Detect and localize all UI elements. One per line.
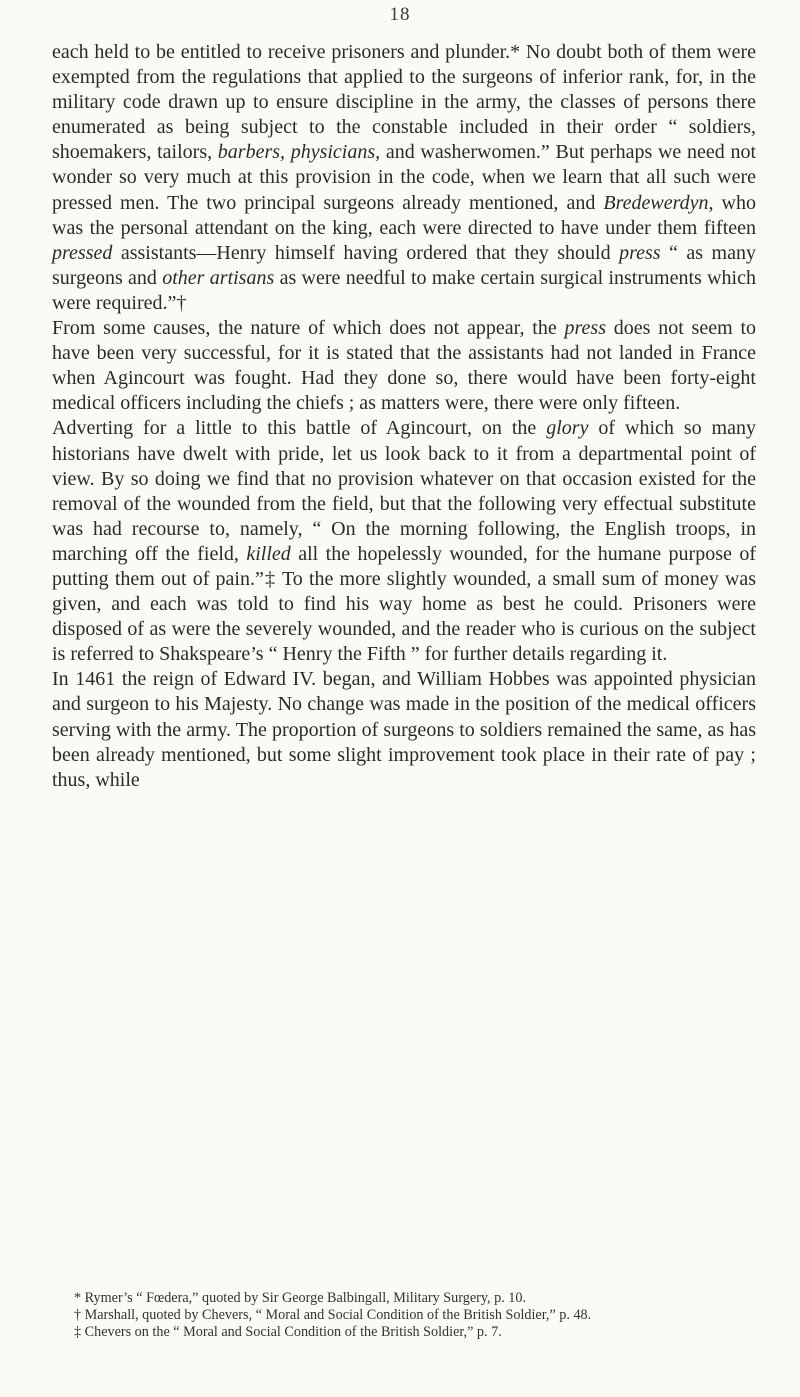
footnotes <box>52 1290 756 1342</box>
footnote: † Marshall, quoted by Chevers, “ Moral and Social Condition of the British Soldier,” p. 48. <box>74 1307 592 1324</box>
body-text <box>52 40 756 793</box>
paragraph: In 1461 the reign of Edward IV. began, and William Hobbes was appointed physician and surgeon to his Majesty. No change was made in the position of the medical officers serving with the army. The proportion of surgeons to soldiers remained the same, as has been already mentioned, but some slight improvement took place in their rate of pay ; thus, while <box>52 668 756 791</box>
footnote: * Rymer’s “ Fœdera,” quoted by Sir George Balbingall, Military Surgery, p. 10. <box>74 1290 527 1306</box>
paragraph: each held to be entitled to receive prisoners and plunder.* No doubt both of them were exempted from the regulations that applied to the surgeons of inferior rank, for, in the military code drawn up to ensure discipline in the army, the classes of persons there enumerated as being subject to the constable included in their order “ soldiers, shoemakers, tailors, barbers, physicians, and washerwomen.” But perhaps we need not wonder so very much at this provision in the code, when we learn that all such were pressed men. The two principal surgeons already mentioned, and Bredewerdyn, who was the personal attendant on the king, each were directed to have under them fifteen pressed assistants—Henry himself having ordered that they should press “ as many surgeons and other artisans as were needful to make certain surgical instruments which were required.”† <box>52 41 757 314</box>
paragraph: Adverting for a little to this battle of Agincourt, on the glory of which so many historians have dwelt with pride, let us look back to it from a departmental point of view. By so doing we find that no provision whatever on that occasion existed for the removal of the wounded from the field, but that the following very effectual substitute was had recourse to, namely, “ On the morning following, the English troops, in marching off the field, killed all the hopelessly wounded, for the humane purpose of putting them out of pain.”‡ To the more slightly wounded, a small sum of money was given, and each was told to find his way home as best he could. Prisoners were disposed of as were the severely wounded, and the reader who is curious on the subject is referred to Shakspeare’s “ Henry the Fifth ” for further details regarding it. <box>52 417 756 666</box>
page-number: 18 <box>389 4 411 25</box>
paragraph: From some causes, the nature of which does not appear, the press does not seem to have been very successful, for it is stated that the assistants had not landed in France when Agincourt was fought. Had they done so, there would have been forty-eight medical officers including the chiefs ; as matters were, there were only fifteen. <box>52 317 756 415</box>
footnote: ‡ Chevers on the “ Moral and Social Condition of the British Soldier,” p. 7. <box>74 1324 502 1341</box>
